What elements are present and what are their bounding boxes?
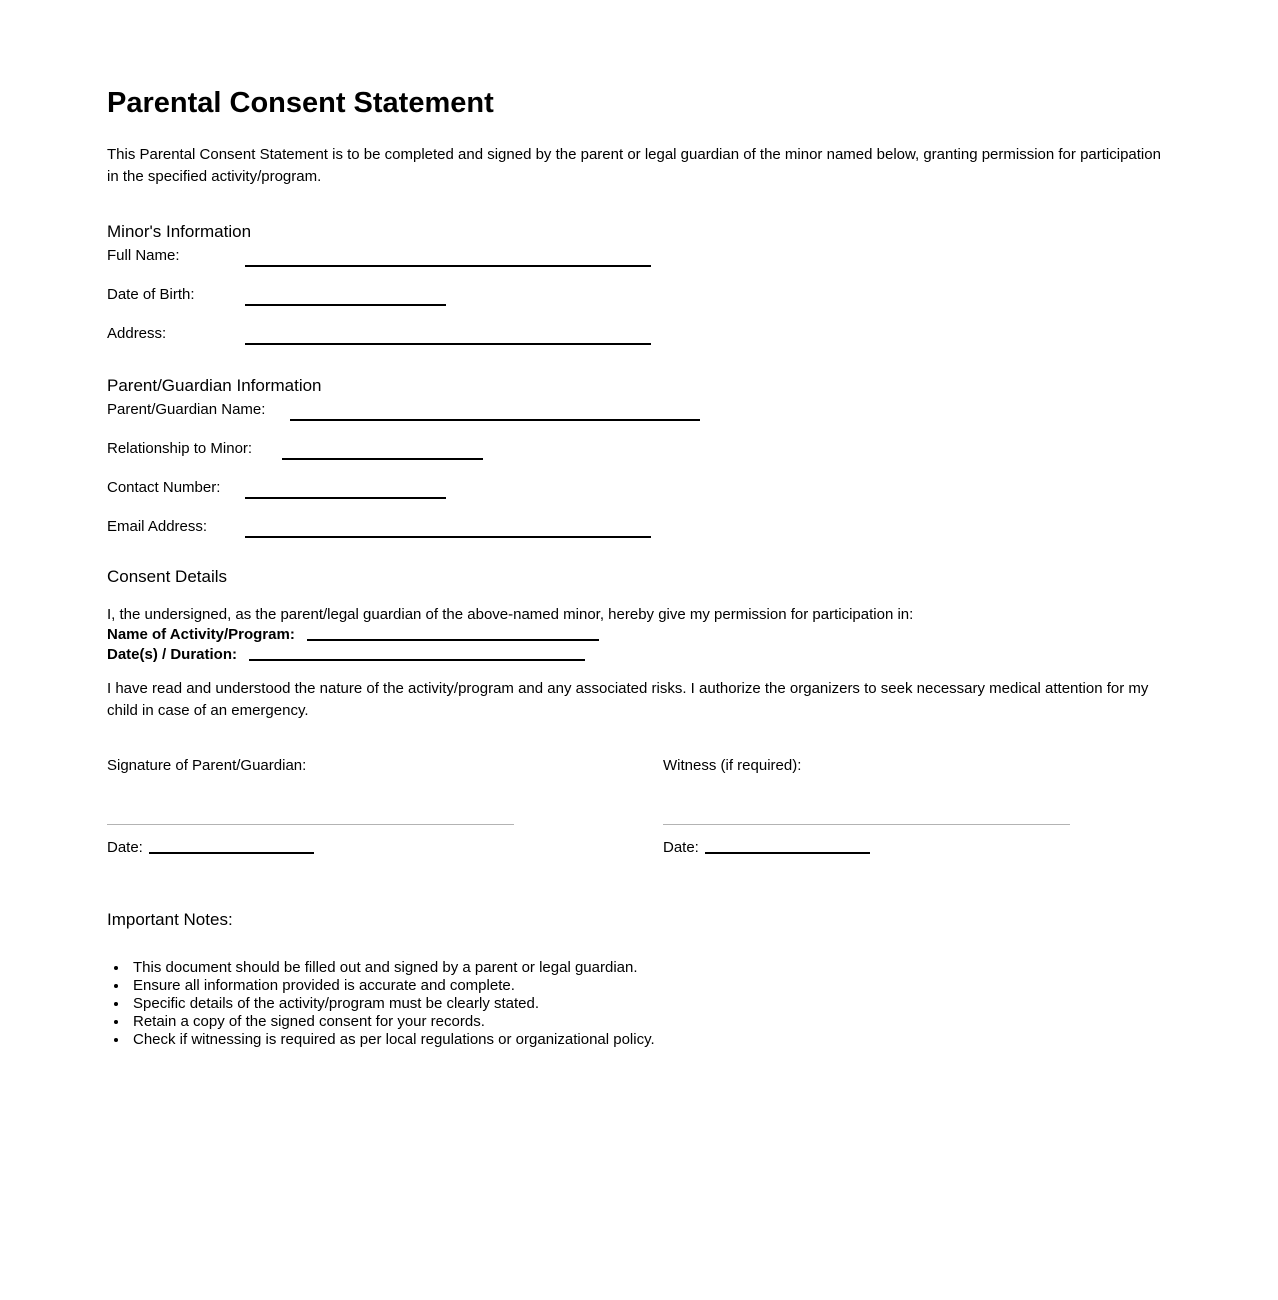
- full-name-input-line[interactable]: [245, 248, 651, 267]
- address-input-line[interactable]: [245, 326, 651, 345]
- minor-info-heading: Minor's Information: [107, 222, 252, 241]
- full-name-field: [107, 245, 1171, 267]
- consent-details-section: [107, 566, 1171, 722]
- note-item: • Specific details of the activity/program must be clearly stated.: [129, 995, 1147, 1013]
- note-item: • This document should be filled out and signed by a parent or legal guardian.: [129, 959, 1147, 977]
- parent-signature-label: Signature of Parent/Guardian:: [107, 757, 307, 774]
- date-of-birth-label: Date of Birth:: [107, 286, 195, 303]
- witness-date-input-line[interactable]: [705, 840, 870, 854]
- parent-date-input-line[interactable]: [149, 840, 314, 854]
- witness-date-field: [663, 837, 1070, 859]
- email-address-input-line[interactable]: [245, 519, 651, 538]
- guardian-info-section: [107, 375, 1171, 538]
- witness-signature-block: [663, 755, 1070, 859]
- parent-date-label: Date:: [107, 839, 143, 856]
- minor-info-section: [107, 221, 1171, 345]
- note-item: • Ensure all information provided is accurate and complete.: [129, 977, 1147, 995]
- activity-name-label: Name of Activity/Program:: [107, 626, 295, 643]
- relationship-field: [107, 438, 1171, 460]
- address-field: [107, 323, 1171, 345]
- page-title: Parental Consent Statement: [107, 87, 494, 119]
- address-label: Address:: [107, 325, 167, 342]
- consent-details-heading: Consent Details: [107, 567, 228, 586]
- witness-date-label: Date:: [663, 839, 699, 856]
- note-item: • Retain a copy of the signed consent for your records.: [129, 1013, 1147, 1031]
- important-notes-section: [107, 909, 1171, 1049]
- contact-number-label: Contact Number:: [107, 479, 221, 496]
- dates-duration-label: Date(s) / Duration:: [107, 646, 238, 663]
- guardian-name-field: [107, 399, 1171, 421]
- witness-signature-label: Witness (if required):: [663, 757, 802, 774]
- email-address-label: Email Address:: [107, 518, 208, 535]
- activity-name-field: [107, 625, 1171, 645]
- consent-statement: I, the undersigned, as the parent/legal guardian of the above-named minor, hereby give my permission for participation in:: [107, 606, 914, 623]
- relationship-label: Relationship to Minor:: [107, 440, 253, 457]
- date-of-birth-field: [107, 284, 1171, 306]
- note-item: • Check if witnessing is required as per local regulations or organizational policy.: [129, 1031, 1147, 1049]
- full-name-label: Full Name:: [107, 247, 180, 264]
- relationship-input-line[interactable]: [282, 441, 483, 460]
- important-notes-heading: Important Notes:: [107, 910, 233, 929]
- intro-paragraph: This Parental Consent Statement is to be completed and signed by the parent or legal guardian of the minor named below, granting permission for participation in the specified activity/program.: [107, 146, 1161, 185]
- parent-date-field: [107, 837, 514, 859]
- contact-number-field: [107, 477, 1171, 499]
- signature-section: [107, 755, 1171, 859]
- acknowledgement-paragraph: I have read and understood the nature of the activity/program and any associated risks. I authorize the organizers to seek necessary medical attention for my child in case of an emergency.: [107, 680, 1149, 719]
- guardian-info-heading: Parent/Guardian Information: [107, 376, 322, 395]
- guardian-name-input-line[interactable]: [290, 402, 700, 421]
- dates-duration-field: [107, 645, 1171, 665]
- email-address-field: [107, 516, 1171, 538]
- important-notes-list: [107, 959, 1147, 1049]
- parent-signature-block: [107, 755, 514, 859]
- guardian-name-label: Parent/Guardian Name:: [107, 401, 266, 418]
- date-of-birth-input-line[interactable]: [245, 287, 446, 306]
- activity-name-input-line[interactable]: [307, 627, 599, 641]
- dates-duration-input-line[interactable]: [249, 647, 585, 661]
- parent-signature-line[interactable]: [107, 824, 514, 825]
- witness-signature-line[interactable]: [663, 824, 1070, 825]
- contact-number-input-line[interactable]: [245, 480, 446, 499]
